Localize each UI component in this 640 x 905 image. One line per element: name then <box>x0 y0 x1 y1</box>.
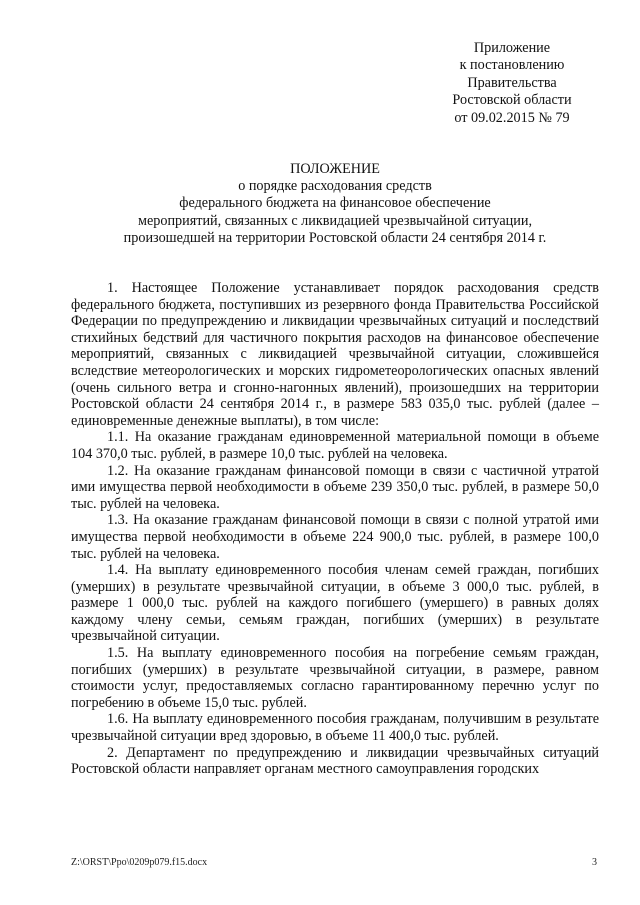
title-line-2: федерального бюджета на финансовое обеспечение <box>179 195 491 212</box>
annex-line-government: Правительства <box>467 74 557 91</box>
document-body <box>71 280 599 778</box>
annex-line-appendix: Приложение <box>473 40 551 56</box>
document-title <box>60 161 610 247</box>
annex-line-region: Ростовской области <box>452 92 572 109</box>
annex-line-date-number: от 09.02.2015 № 79 <box>454 109 570 126</box>
paragraph-1-3: 1.3. На оказание гражданам финансовой помощи в связи с полной утратой ими имущества первой необходимости в объеме 224 900,0 тыс. рублей, в размере 100,0 тыс. рублей на человека. <box>71 512 599 562</box>
annex-header <box>412 40 612 127</box>
title-line-3: мероприятий, связанных с ликвидацией чрезвычайной ситуации, <box>138 212 532 229</box>
paragraph-1-1: 1.1. На оказание гражданам единовременной материальной помощи в объеме 104 370,0 тыс. рублей, в размере 10,0 тыс. рублей на человека. <box>71 429 599 462</box>
footer-page-number: 3 <box>592 857 597 868</box>
paragraph-1-4: 1.4. На выплату единовременного пособия членам семей граждан, погибших (умерших) в результате чрезвычайной ситуации, в объеме 3 000,0 тыс. рублей, в размере 1 000,0 тыс. рублей на каждого погибшего (умершего) в равных долях каждому члену семьи, семьям граждан, погибших (умерших) в результате чрезвычайной ситуации. <box>71 562 599 645</box>
annex-line-to-resolution: к постановлению <box>459 57 565 74</box>
title-line-4: произошедшей на территории Ростовской области 24 сентября 2014 г. <box>123 229 547 246</box>
paragraph-1-5: 1.5. На выплату единовременного пособия на погребение семьям граждан, погибших (умерших) в результате чрезвычайной ситуации, в размере, равном стоимости услуг, предоставляемых согласно гарантированному перечню услуг по погребению в объеме 15,0 тыс. рублей. <box>71 645 599 711</box>
paragraph-2: 2. Департамент по предупреждению и ликвидации чрезвычайных ситуаций Ростовской области направляет органам местного самоуправления городских <box>71 744 599 778</box>
paragraph-1: 1. Настоящее Положение устанавливает порядок расходования средств федерального бюджета, поступивших из резервного фонда Правительства Российской Федерации по предупреждению и ликвидации чрезвычайных ситуаций и последствий стихийных бедствий для частичного покрытия расходов на финансовое обеспечение мероприятий, связанных с ликвидацией чрезвычайной ситуации, сложившейся вследствие метеорологических и морских гидрометеорологических опасных явлений (очень сильного ветра и сгонно-нагонных явлений), произошедших на территории Ростовской области 24 сентября 2014 г., в размере 583 035,0 тыс. рублей (далее – единовременные денежные выплаты), в том числе: <box>71 280 599 429</box>
paragraph-1-6: 1.6. На выплату единовременного пособия гражданам, получившим в результате чрезвычайной ситуации вред здоровью, в объеме 11 400,0 тыс. рублей. <box>71 711 599 745</box>
title-heading: ПОЛОЖЕНИЕ <box>290 161 380 177</box>
paragraph-1-2: 1.2. На оказание гражданам финансовой помощи в связи с частичной утратой ими имущества первой необходимости в объеме 239 350,0 тыс. рублей, в размере 50,0 тыс. рублей на человека. <box>71 462 599 512</box>
footer-file-path: Z:\ORST\Ppo\0209p079.f15.docx <box>71 857 208 868</box>
title-line-1: о порядке расходования средств <box>238 178 432 195</box>
